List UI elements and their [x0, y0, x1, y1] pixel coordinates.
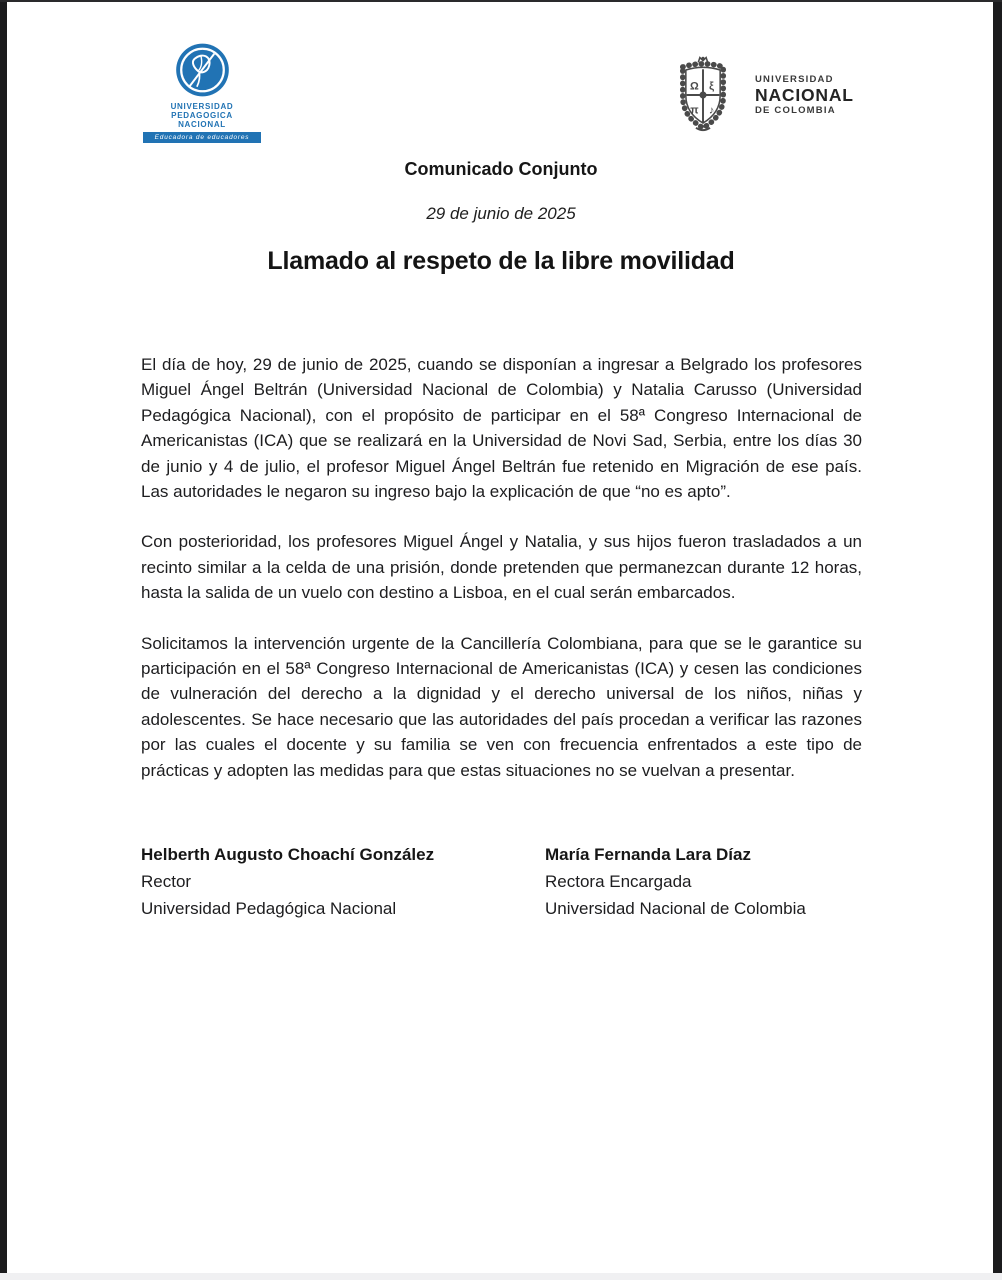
right-edge-bar: [993, 0, 1002, 1280]
document-heading: Llamado al respeto de la libre movilidad: [267, 247, 735, 275]
svg-text:π: π: [690, 104, 699, 117]
document-body: [141, 352, 862, 808]
document-title: Comunicado Conjunto: [404, 159, 598, 179]
bottom-edge-strip: [0, 1273, 1002, 1280]
paragraph-2: Con posterioridad, los profesores Miguel Ángel y Natalia, y sus hijos fueron trasladados a un recinto similar a la celda de una prisión, donde pretenden que permanezcan durante 12 horas, hasta la salida de un vuelo con destino a Lisboa, en el cual serán embarcados.: [141, 532, 862, 603]
upn-name-line1: UNIVERSIDAD PEDAGOGICA: [170, 102, 234, 120]
upn-logo: [143, 42, 261, 143]
top-edge-line: [0, 0, 1002, 2]
signer-role: Rector: [141, 872, 192, 891]
left-edge-bar: [0, 0, 7, 1273]
upn-tagline: Educadora de educadores: [143, 132, 261, 143]
unal-coat-of-arms-icon: [662, 56, 744, 134]
signature-unal: [545, 841, 862, 922]
unal-word-line1: UNIVERSIDAD: [755, 73, 834, 85]
unal-wordmark: [755, 74, 854, 117]
upn-name-line2: NACIONAL: [178, 120, 226, 129]
document-date: 29 de junio de 2025: [426, 204, 576, 223]
signature-upn: [141, 841, 545, 922]
unal-word-line2: NACIONAL: [755, 84, 854, 105]
paragraph-1: El día de hoy, 29 de junio de 2025, cuando se disponían a ingresar a Belgrado los profesores Miguel Ángel Beltrán (Universidad Nacional de Colombia) y Natalia Carusso (Universidad Pedagógica Nacional), con el propósito de participar en el 58ª Congreso Internacional de Americanistas (ICA) que se realizará en la Universidad de Novi Sad, Serbia, entre los días 30 de junio y 4 de julio, el profesor Miguel Ángel Beltrán fue retenido en Migración de ese país. Las autoridades le negaron su ingreso bajo la explicación de que “no es apto”.: [141, 355, 862, 502]
svg-text:Ω: Ω: [690, 80, 699, 93]
signer-institution: Universidad Pedagógica Nacional: [141, 899, 397, 918]
signer-institution: Universidad Nacional de Colombia: [545, 899, 806, 918]
paragraph-3: Solicitamos la intervención urgente de la Cancillería Colombiana, para que se le garantice su participación en el 58ª Congreso Internacional de Americanistas (ICA) y cesen las condiciones de vulneración del derecho a la dignidad y el derecho universal de los niños, niñas y adolescentes. Se hace necesario que las autoridades del país procedan a verificar las razones por las cuales el docente y su familia se ven con frecuencia enfrentados a este tipo de prácticas y adopten las medidas para que estas situaciones no se vuelvan a presentar.: [141, 633, 862, 780]
signer-role: Rectora Encargada: [545, 872, 692, 891]
svg-text:ξ: ξ: [709, 80, 715, 93]
signer-name: María Fernanda Lara Díaz: [545, 845, 751, 864]
signature-block: [141, 841, 862, 922]
svg-text:♪: ♪: [708, 104, 715, 117]
unal-logo: [662, 56, 854, 134]
unal-word-line3: DE COLOMBIA: [755, 104, 836, 116]
upn-circle-emblem-icon: [174, 42, 231, 98]
signer-name: Helberth Augusto Choachí González: [141, 845, 435, 864]
